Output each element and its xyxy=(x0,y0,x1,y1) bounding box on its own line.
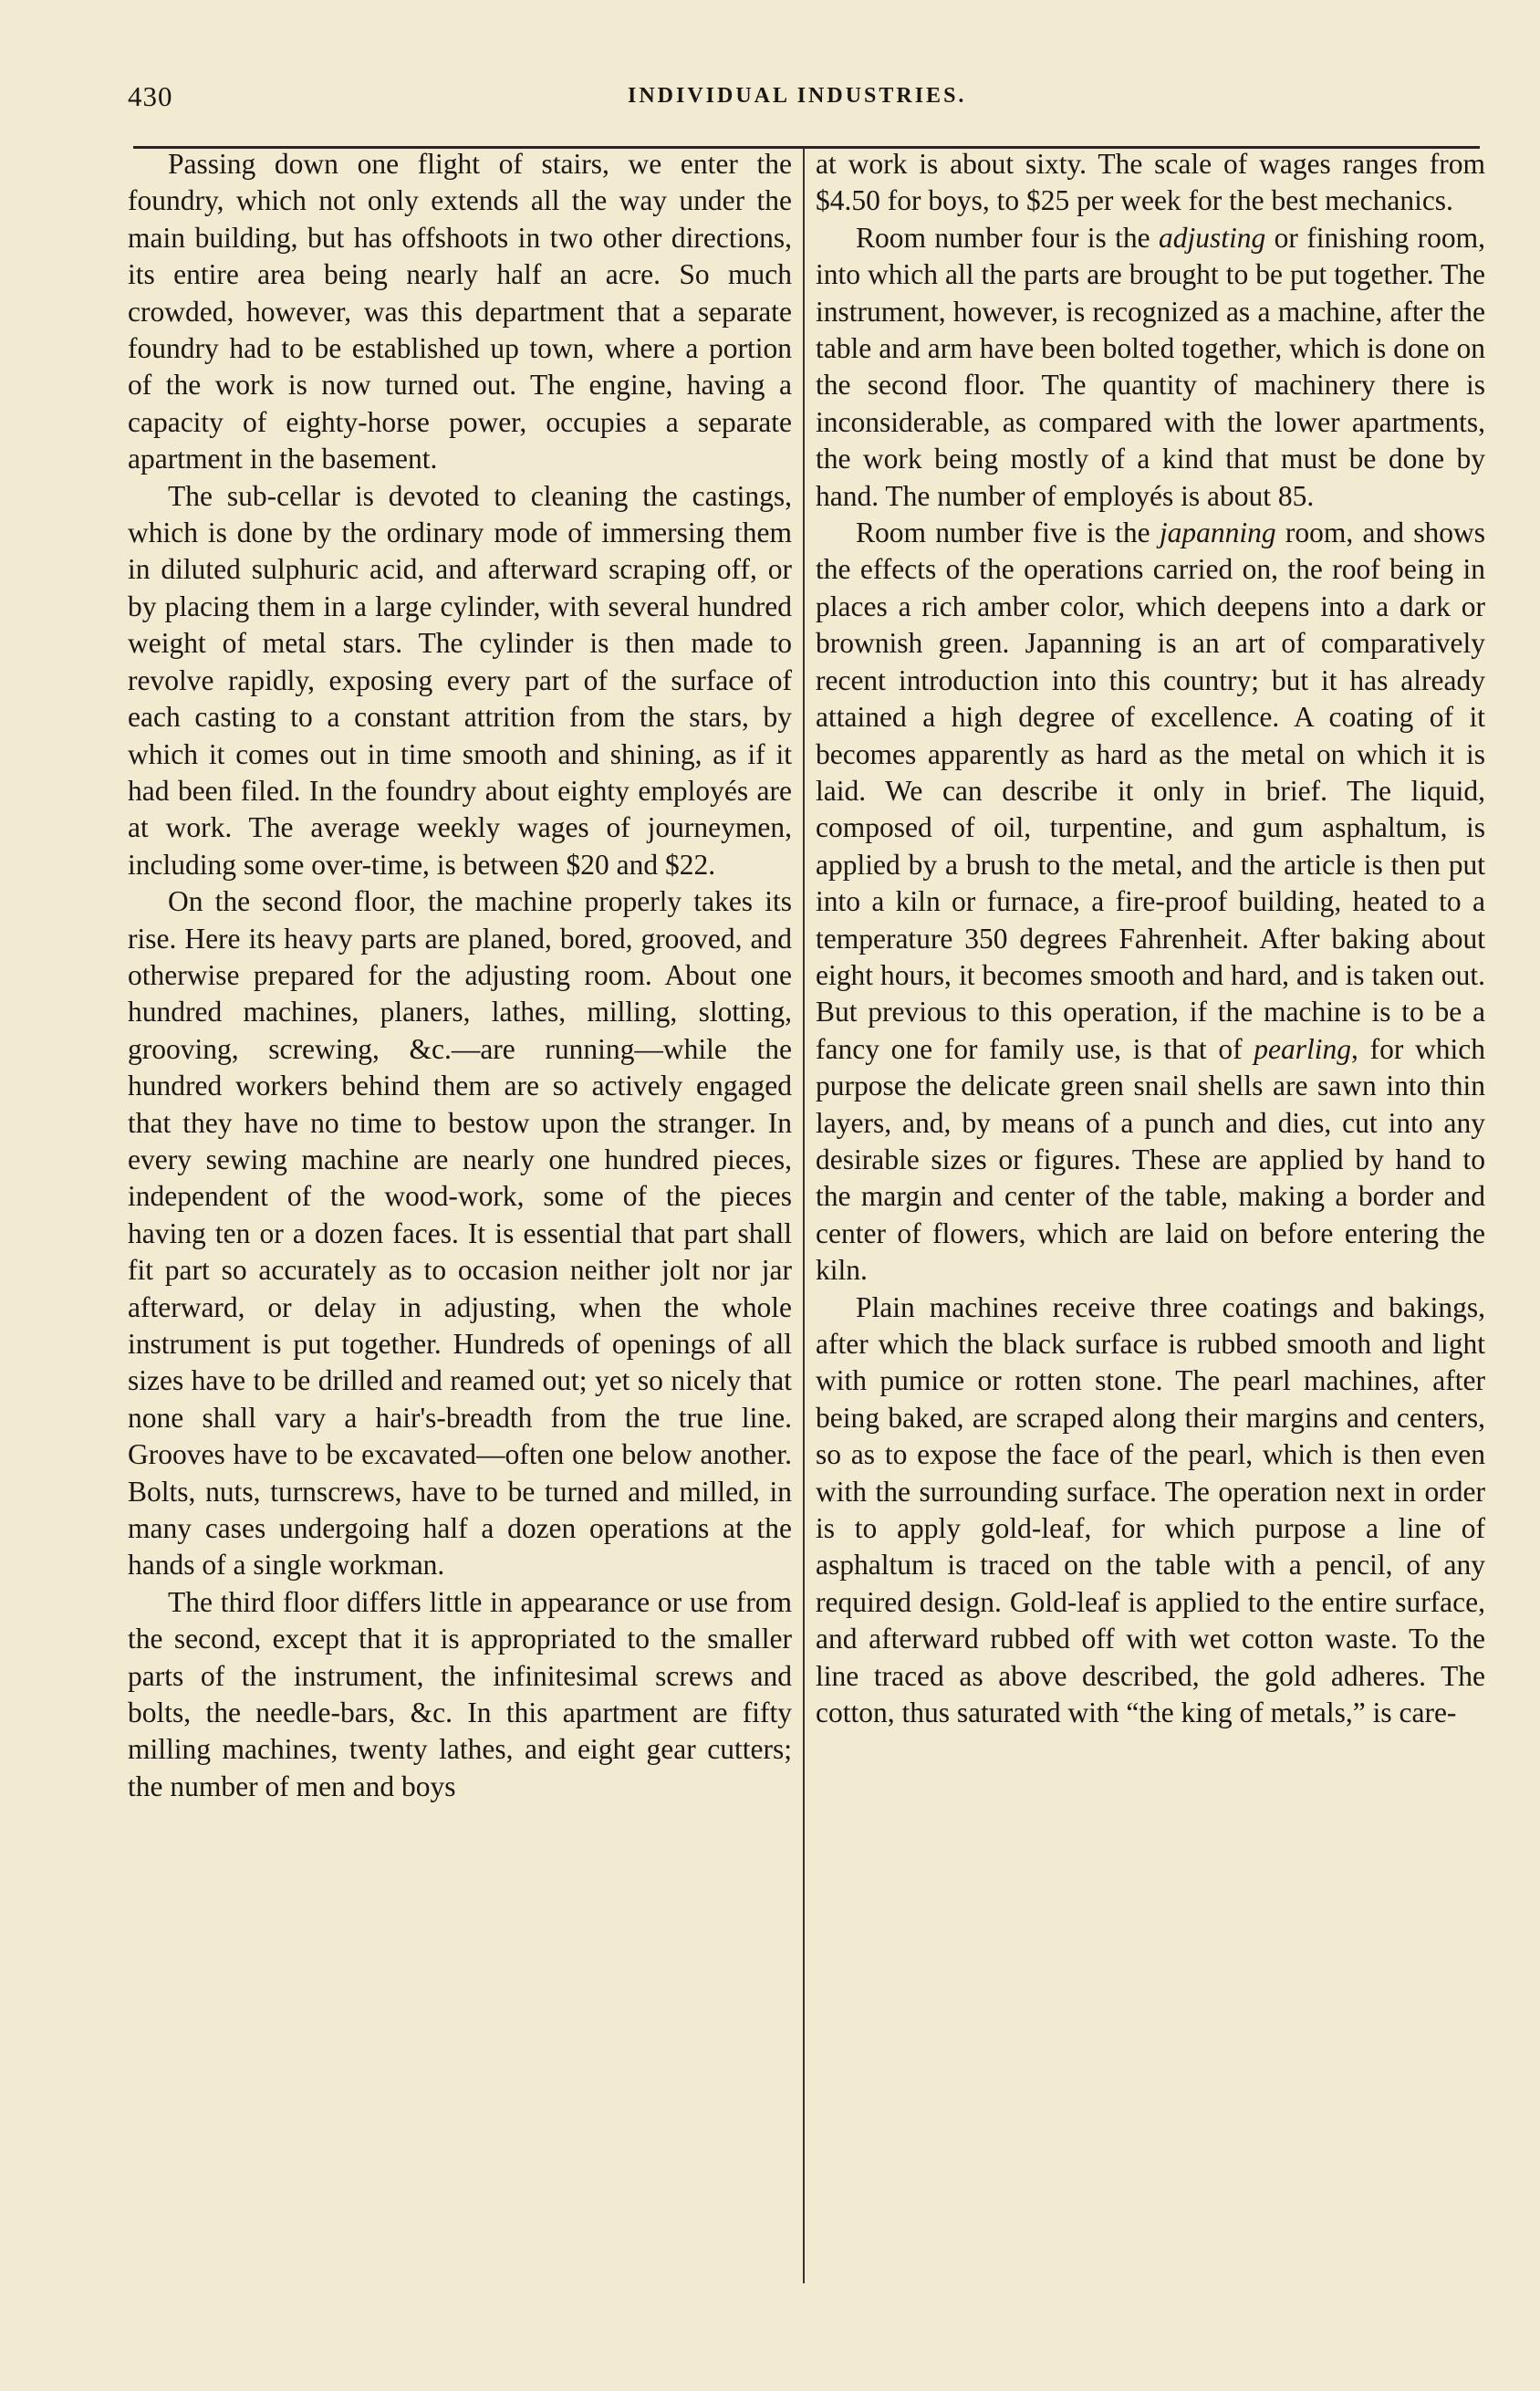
emphasis-pearling: pearling xyxy=(1254,1032,1352,1065)
emphasis-adjusting: adjusting xyxy=(1159,221,1266,254)
paragraph-continuation: at work is about sixty. The scale of wages ranges from $4.50 for boys, to $25 per week for the best mechanics. xyxy=(816,148,1485,217)
column-divider xyxy=(803,148,805,2283)
right-column xyxy=(816,146,1485,1731)
emphasis-japanning: japanning xyxy=(1159,517,1276,549)
paragraph-japanning-room xyxy=(816,515,1485,1289)
paragraph-sub-cellar: The sub-cellar is devoted to cleaning the castings, which is done by the ordinary mode of immersing them in diluted sulphuric acid, and afterward scraping off, or by placing them in a large cylinder, with several hundred weight of metal stars. The cylinder is then made to revolve rapidly, exposing every part of the surface of each casting to a constant attrition from the stars, by which it comes out in time smooth and shining, as if it had been filed. In the foundry about eighty employés are at work. The average weekly wages of journeymen, including some over-time, is between $20 and $22. xyxy=(128,479,792,881)
paragraph-foundry: Passing down one flight of stairs, we enter the foundry, which not only extends all the way under the main building, but has offshoots in two other directions, its entire area being nearly half an acre. So much crowded, however, was this department that a separate foundry had to be established up town, where a portion of the work is now turned out. The engine, having a capacity of eighty-horse power, occupies a separate apartment in the basement. xyxy=(128,148,792,475)
page-header xyxy=(128,80,1460,126)
text-run: room, and shows the effects of the operations carried on, the roof being in places a rich amber color, which deepens into a dark or brownish green. Japanning is an art of comparatively recent introduction into this country; but it has already attained a high degree of excellence. A coating of it becomes apparently as hard as the metal on which it is laid. We can describe it only in brief. The liquid, composed of oil, turpentine, and gum asphaltum, is applied by a brush to the metal, and the article is then put into a kiln or furnace, a fire-proof building, heated to a temperature 350 degrees Fahrenheit. After baking about eight hours, it becomes smooth and hard, and is taken out. But previous to this operation, if the machine is to be a fancy one for family use, is that of xyxy=(816,517,1485,1065)
page-number: 430 xyxy=(128,80,173,112)
text-run: Room number five is the xyxy=(856,517,1160,549)
paragraph-third-floor: The third floor differs little in appearance or use from the second, except that it is appropriated to the smaller parts of the instrument, the infinitesimal screws and bolts, the needle-bars, &c. In this apartment are fifty milling machines, twenty lathes, and eight gear cutters; the number of men and boys xyxy=(128,1585,792,1802)
paragraph-adjusting-room xyxy=(816,220,1485,515)
text-run: , for which purpose the delicate green snail shells are sawn into thin layers, and, by means of a punch and dies, cut into any desirable sizes or figures. These are applied by hand to the margin and center of the table, making a border and center of flowers, which are laid on before entering the kiln. xyxy=(816,1032,1485,1287)
paragraph-second-floor: On the second floor, the machine properly takes its rise. Here its heavy parts are planed, bored, grooved, and otherwise prepared for the adjusting room. About one hundred machines, planers, lathes, milling, slotting, grooving, screwing, &c.—are running—while the hundred workers behind them are so actively engaged that they have no time to bestow upon the stranger. In every sewing machine are nearly one hundred pieces, independent of the wood-work, some of the pieces having ten or a dozen faces. It is essential that part shall fit part so accurately as to occasion neither jolt nor jar afterward, or delay in adjusting, when the whole instrument is put together. Hundreds of openings of all sizes have to be drilled and reamed out; yet so nicely that none shall vary a hair's-breadth from the true line. Grooves have to be excavated—often one below another. Bolts, nuts, turnscrews, have to be turned and milled, in many cases undergoing half a dozen operations at the hands of a single workman. xyxy=(128,885,792,1582)
left-column xyxy=(128,146,792,1805)
text-run: Room number four is the xyxy=(856,221,1160,254)
running-head: INDIVIDUAL INDUSTRIES. xyxy=(628,84,967,108)
paragraph-plain-machines: Plain machines receive three coatings and bakings, after which the black surface is rubbed smooth and light with pumice or rotten stone. The pearl machines, after being baked, are scraped along their margins and centers, so as to expose the face of the pearl, which is then even with the surrounding surface. The operation next in order is to apply gold-leaf, for which purpose a line of asphaltum is traced on the table with a pencil, of any required design. Gold-leaf is applied to the entire surface, and afterward rubbed off with wet cotton waste. To the line traced as above described, the gold adheres. The cotton, thus saturated with “the king of metals,” is care- xyxy=(816,1290,1485,1729)
text-run: or finishing room, into which all the parts are brought to be put together. The instrument, however, is recognized as a machine, after the table and arm have been bolted together, which is done on the second floor. The quantity of machinery there is inconsiderable, as compared with the lower apartments, the work being mostly of a kind that must be done by hand. The number of employés is about 85. xyxy=(816,221,1485,512)
